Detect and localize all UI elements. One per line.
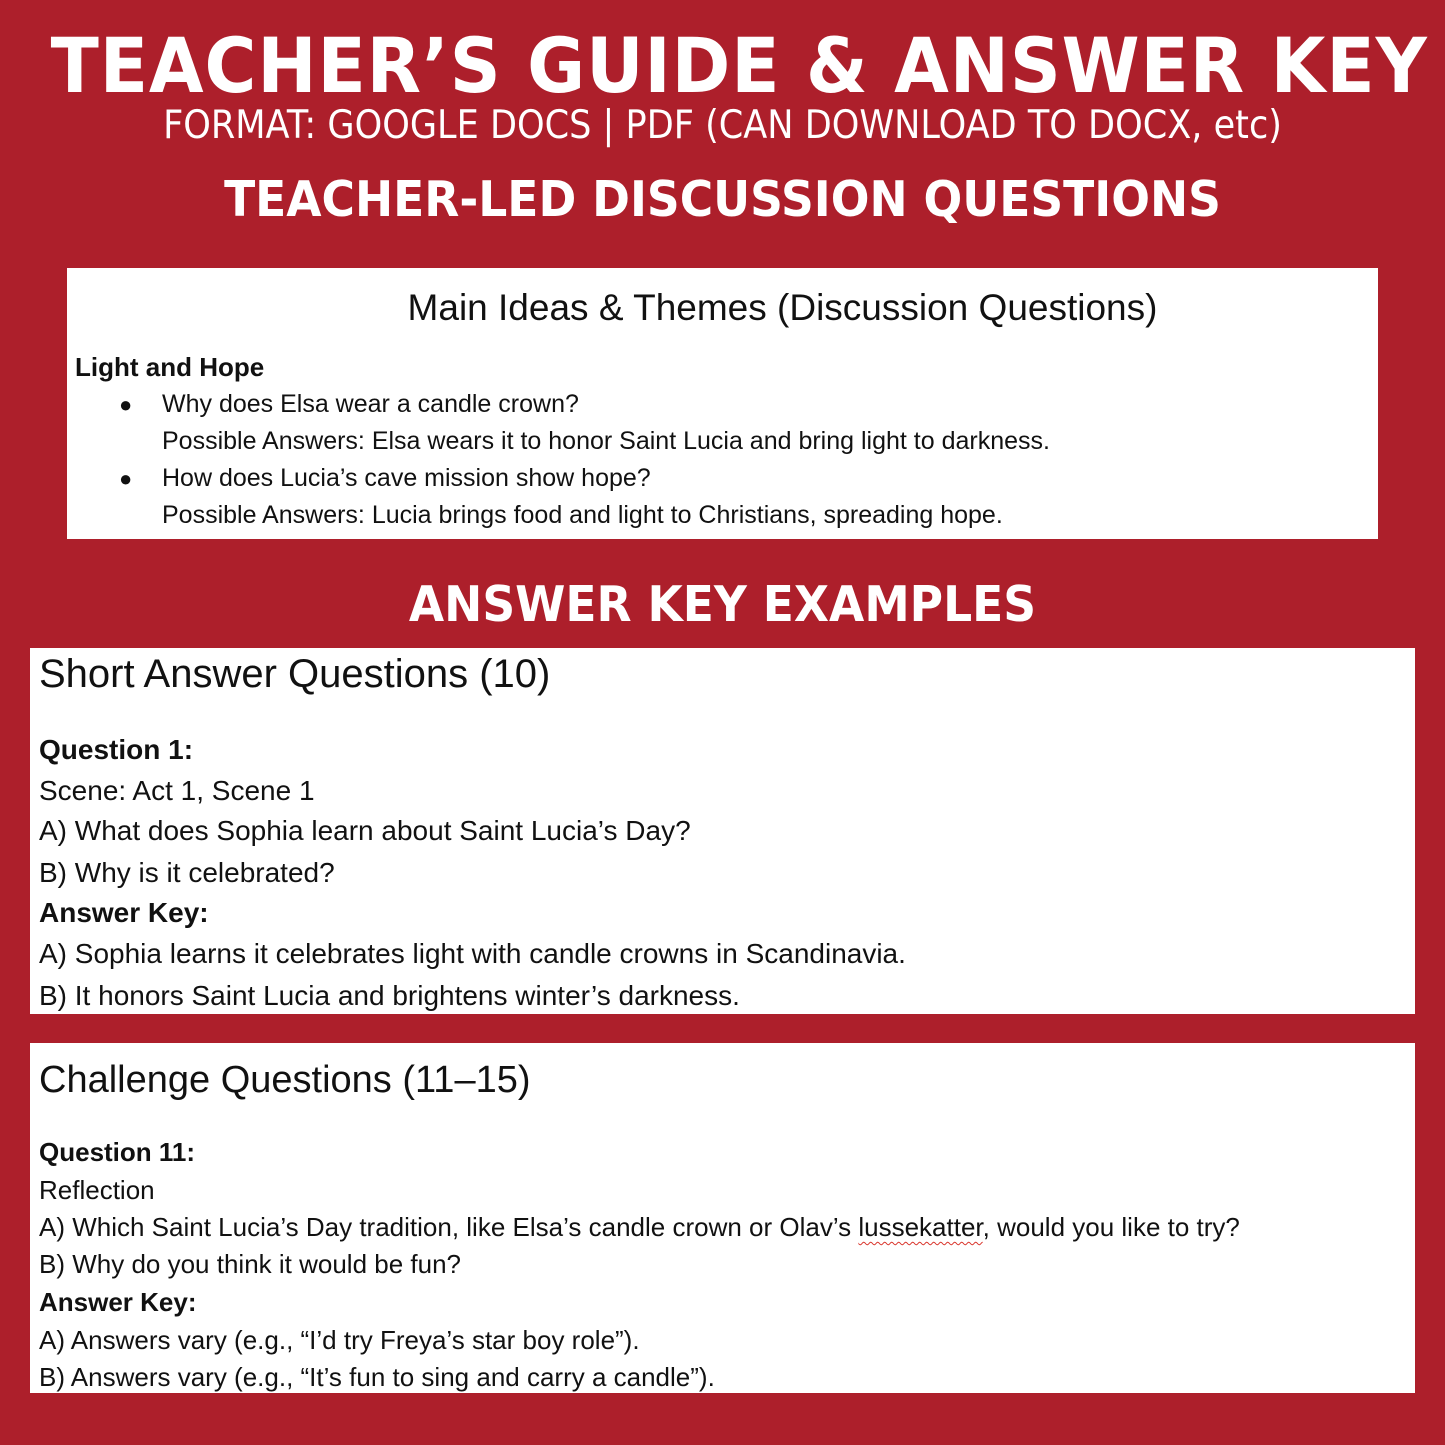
- question-a: [39, 1210, 1240, 1244]
- answer-a: A) Sophia learns it celebrates light with candle crowns in Scandinavia.: [39, 938, 906, 969]
- discussion-panel-title: Main Ideas & Themes (Discussion Questions): [407, 287, 1158, 328]
- answer-key-label: Answer Key:: [39, 1287, 197, 1317]
- question-label: Question 1:: [39, 734, 194, 765]
- bullet-icon: ●: [119, 466, 133, 491]
- discussion-questions-panel: [67, 268, 1378, 539]
- answer-b: B) It honors Saint Lucia and brightens winter’s darkness.: [39, 980, 740, 1011]
- discussion-answer: Possible Answers: Lucia brings food and light to Christians, spreading hope.: [162, 501, 1003, 529]
- discussion-section-heading: TEACHER-LED DISCUSSION QUESTIONS: [224, 171, 1221, 228]
- format-subtitle: FORMAT: GOOGLE DOCS | PDF (CAN DOWNLOAD TO DOCX, etc): [163, 103, 1282, 148]
- question-b: B) Why is it celebrated?: [39, 857, 335, 888]
- answer-b: B) Answers vary (e.g., “It’s fun to sing and carry a candle”).: [39, 1362, 715, 1392]
- question-a-end: , would you like to try?: [982, 1212, 1240, 1242]
- discussion-answer: Possible Answers: Elsa wears it to honor Saint Lucia and bring light to darkness.: [162, 427, 1050, 455]
- short-answer-panel: [30, 648, 1415, 1014]
- spellcheck-flagged-word: lussekatter: [858, 1212, 983, 1242]
- discussion-question: Why does Elsa wear a candle crown?: [162, 390, 579, 418]
- challenge-title: Challenge Questions (11–15): [39, 1059, 531, 1101]
- question-a: A) What does Sophia learn about Saint Lucia’s Day?: [39, 815, 691, 846]
- bullet-icon: ●: [119, 392, 133, 417]
- scene-text: Scene: Act 1, Scene 1: [39, 775, 315, 806]
- question-label: Question 11:: [39, 1137, 196, 1167]
- discussion-subheading: Light and Hope: [75, 352, 265, 382]
- answer-key-section-heading: ANSWER KEY EXAMPLES: [408, 576, 1037, 633]
- category-text: Reflection: [39, 1175, 155, 1205]
- short-answer-title: Short Answer Questions (10): [39, 652, 551, 696]
- answer-key-label: Answer Key:: [39, 897, 209, 928]
- question-b: B) Why do you think it would be fun?: [39, 1249, 462, 1279]
- challenge-questions-panel: [30, 1043, 1415, 1393]
- question-a-start: A) Which Saint Lucia’s Day tradition, like Elsa’s candle crown or Olav’s: [39, 1212, 859, 1242]
- answer-a: A) Answers vary (e.g., “I’d try Freya’s star boy role”).: [39, 1325, 640, 1355]
- discussion-question: How does Lucia’s cave mission show hope?: [162, 464, 651, 492]
- page-title: TEACHER’S GUIDE & ANSWER KEY: [50, 21, 1428, 110]
